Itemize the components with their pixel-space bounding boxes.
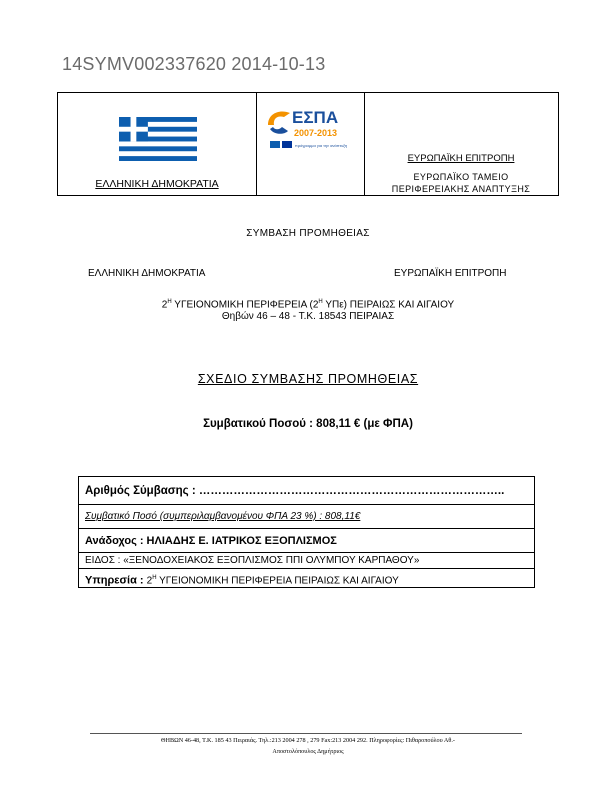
header-erdf (364, 171, 558, 195)
header-erdf-line2: ΠΕΡΙΦΕΡΕΙΑΚΗΣ ΑΝΑΠΤΥΞΗΣ (391, 184, 531, 194)
party-left: ΕΛΛΗΝΙΚΗ ΔΗΜΟΚΡΑΤΙΑ (88, 268, 206, 279)
greek-flag-icon (119, 117, 197, 161)
header-european-commission: ΕΥΡΩΠΑΪΚΗ ΕΠΙΤΡΟΠΗ (407, 153, 515, 164)
header-table (57, 92, 559, 196)
document-id: 14SYMV002337620 2014-10-13 (62, 54, 326, 74)
page-title: ΣΥΜΒΑΣΗ ΠΡΟΜΗΘΕΙΑΣ (246, 228, 370, 239)
eu-mini-flag-icon (282, 141, 292, 148)
greek-mini-flag-icon (270, 141, 280, 148)
espa-swoosh-icon (268, 112, 290, 134)
contract-amount-heading: Συμβατικού Ποσού : 808,11 € (με ΦΠΑ) (203, 418, 413, 430)
contract-number-row: Αριθμός Σύμβασης : …………………………………………………………………….. (79, 477, 534, 505)
espa-tagline: πρόγραμμα για την ανάπτυξη (295, 143, 348, 148)
region-block (57, 296, 559, 323)
party-right: ΕΥΡΩΠΑΪΚΗ ΕΠΙΤΡΟΠΗ (394, 268, 507, 279)
region-line: $2^H$ ΥΓΕΙΟΝΟΜΙΚΗ ΠΕΡΙΦΕΡΕΙΑ ($2^H$ ΥΠε) ΠΕΙΡΑΙΩΣ ΚΑΙ ΑΙΓΑΙΟΥ (161, 299, 455, 311)
header-hellenic-republic: ΕΛΛΗΝΙΚΗ ΔΗΜΟΚΡΑΤΙΑ (95, 178, 219, 190)
service-row: Υπηρεσία : $2^H$ ΥΓΕΙΟΝΟΜΙΚΗ ΠΕΡΙΦΕΡΕΙΑ ΠΕΙΡΑΙΩΣ ΚΑΙ ΑΙΓΑΙΟΥ (85, 574, 399, 587)
espa-logo (264, 105, 356, 153)
footer-line-2: Αποστολόπουλος Δημήτριος (272, 748, 344, 755)
header-right-cell (364, 93, 558, 195)
espa-years: 2007-2013 (294, 128, 338, 138)
header-espa-cell (256, 93, 365, 195)
footer-divider (90, 733, 522, 734)
contractor-row: Ανάδοχος : ΗΛΙΑΔΗΣ Ε. ΙΑΤΡΙΚΟΣ ΕΞΟΠΛΙΣΜΟΣ (79, 529, 534, 553)
contract-details-table (78, 476, 535, 588)
draft-title: ΣΧΕΔΙΟ ΣΥΜΒΑΣΗΣ ΠΡΟΜΗΘΕΙΑΣ (197, 372, 419, 386)
contract-amount-row: Συμβατικό Ποσό (συμπεριλαμβανομένου ΦΠΑ 23 %) : 808,11€ (79, 505, 534, 529)
header-erdf-line1: ΕΥΡΩΠΑΪΚΟ ΤΑΜΕΙΟ (413, 172, 509, 182)
item-row: ΕΙΔΟΣ : «ΞΕΝΟΔΟΧΕΙΑΚΟΣ ΕΞΟΠΛΙΣΜΟΣ ΠΠΙ ΟΛΥΜΠΟΥ ΚΑΡΠΑΘΟΥ» (79, 553, 534, 569)
header-left-cell (58, 93, 257, 195)
footer-line-1: ΘΗΒΩΝ 46-48, Τ.Κ. 185 43 Πειραιάς. Τηλ.:213 2004 278 , 279 Fax:213 2004 292. Πληροφορίες: Πιθαροπούλου Αθ.- (161, 737, 455, 744)
region-address: Θηβών 46 – 48 - Τ.Κ. 18543 ΠΕΙΡΑΙΑΣ (221, 311, 395, 323)
espa-word: ΕΣΠΑ (292, 108, 339, 127)
